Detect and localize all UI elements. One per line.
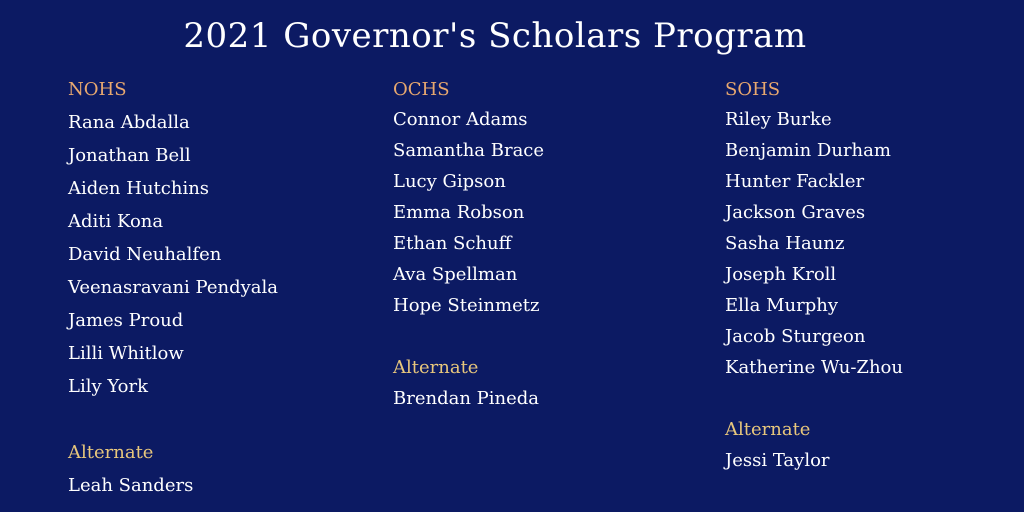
scholar-name: Jackson Graves	[725, 202, 866, 223]
scholar-name: James Proud	[68, 310, 184, 331]
scholar-name: Lily York	[68, 376, 149, 397]
scholar-name: David Neuhalfen	[68, 244, 222, 265]
school-column-ochs	[393, 76, 544, 414]
school-heading: OCHS	[393, 79, 450, 100]
scholar-name: Hope Steinmetz	[393, 295, 540, 316]
scholar-name: Rana Abdalla	[68, 112, 190, 133]
alternate-name: Jessi Taylor	[725, 450, 830, 471]
scholar-name: Ava Spellman	[393, 264, 518, 285]
alternate-block	[393, 352, 544, 414]
scholar-name: Joseph Kroll	[725, 264, 837, 285]
school-column-nohs	[68, 76, 278, 502]
scholar-name: Riley Burke	[725, 109, 832, 130]
alternate-block	[725, 414, 903, 476]
school-heading: SOHS	[725, 79, 781, 100]
alternate-heading: Alternate	[725, 419, 811, 440]
scholar-name: Ella Murphy	[725, 295, 839, 316]
scholar-list	[68, 106, 278, 403]
scholar-name: Katherine Wu-Zhou	[725, 357, 903, 378]
scholar-list	[725, 104, 903, 383]
scholar-list	[393, 104, 544, 321]
alternate-heading: Alternate	[68, 442, 154, 463]
scholar-name: Jacob Sturgeon	[725, 326, 866, 347]
scholar-name: Emma Robson	[393, 202, 525, 223]
scholar-name: Lucy Gipson	[393, 171, 506, 192]
alternate-name: Brendan Pineda	[393, 388, 540, 409]
scholar-name: Ethan Schuff	[393, 233, 512, 254]
page-title: 2021 Governor's Scholars Program	[183, 16, 807, 56]
scholar-name: Benjamin Durham	[725, 140, 891, 161]
scholar-name: Aditi Kona	[68, 211, 164, 232]
alternate-name: Leah Sanders	[68, 475, 194, 496]
scholar-name: Veenasravani Pendyala	[68, 277, 278, 298]
scholar-name: Connor Adams	[393, 109, 528, 130]
scholar-name: Hunter Fackler	[725, 171, 865, 192]
scholar-name: Jonathan Bell	[68, 145, 191, 166]
scholar-name: Lilli Whitlow	[68, 343, 184, 364]
alternate-heading: Alternate	[393, 357, 479, 378]
alternate-block	[68, 436, 278, 502]
scholar-name: Sasha Haunz	[725, 233, 845, 254]
school-column-sohs	[725, 76, 903, 476]
school-heading: NOHS	[68, 79, 127, 100]
scholar-name: Aiden Hutchins	[68, 178, 210, 199]
scholar-name: Samantha Brace	[393, 140, 545, 161]
